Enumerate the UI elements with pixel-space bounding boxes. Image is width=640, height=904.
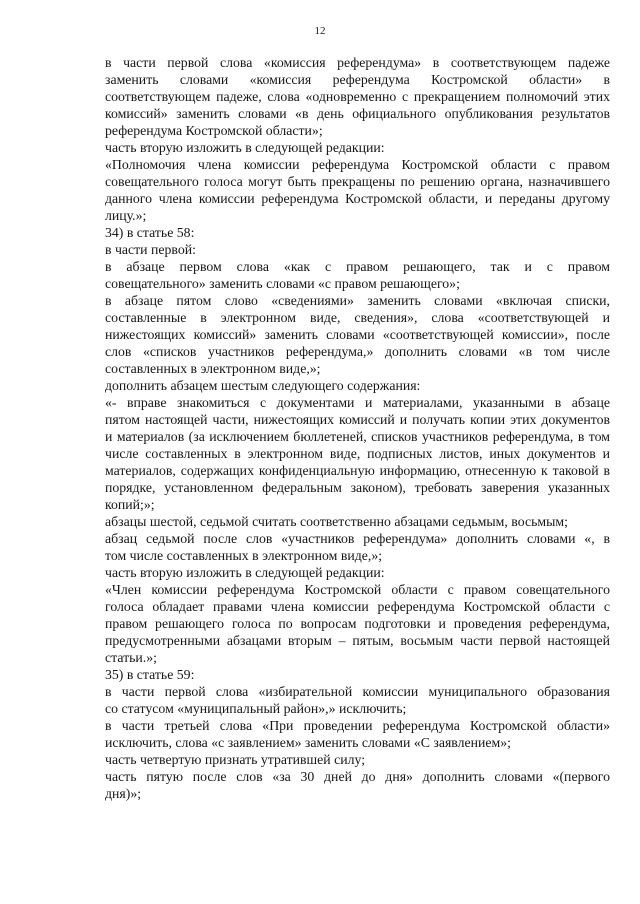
- paragraph: [68, 377, 610, 394]
- text-line: в части третьей слова «При проведении референдума Костромской области»: [105, 718, 610, 733]
- paragraph: [68, 258, 610, 292]
- text-line: часть пятую после слов «за 30 дней до дня» дополнить словами «(первого: [105, 769, 610, 784]
- text-line: предусмотренными абзацами вторым – пятым, восьмым части первой настоящей: [105, 633, 610, 648]
- text-line: часть вторую изложить в следующей редакции:: [105, 140, 385, 155]
- text-line: нижестоящих комиссий» заменить словами «соответствующей комиссии», после: [105, 327, 610, 342]
- text-line: лицу.»;: [105, 208, 147, 223]
- text-line: слов «списков участников референдума,» дополнить словами «в том числе: [105, 344, 610, 359]
- paragraph: [68, 530, 610, 564]
- text-line: совещательного голоса могут быть прекращены по решению органа, назначившего: [105, 174, 610, 189]
- text-line: правом решающего голоса по вопросам подготовки и проведения референдума,: [105, 616, 610, 631]
- paragraph: [68, 581, 610, 666]
- text-line: материалов, содержащих конфиденциальную информацию, отнесенную к таковой в: [105, 463, 610, 478]
- text-line: часть вторую изложить в следующей редакции:: [105, 565, 385, 580]
- text-line: в абзаце первом слова «как с правом решающего, так и с правом: [105, 259, 610, 274]
- text-line: со статусом «муниципальный район»,» исключить;: [105, 701, 407, 716]
- text-line: статьи.»;: [105, 650, 157, 665]
- text-line: 34) в статье 58:: [105, 225, 195, 240]
- text-line: референдума Костромской области»;: [105, 123, 323, 138]
- paragraph: [68, 564, 610, 581]
- text-line: совещательного» заменить словами «с правом решающего»;: [105, 276, 460, 291]
- paragraph: [68, 751, 610, 768]
- text-line: в части первой слова «избирательной комиссии муниципального образования: [105, 684, 610, 699]
- paragraph: [68, 292, 610, 377]
- text-line: голоса обладает правами члена комиссии референдума Костромской области с: [105, 599, 610, 614]
- text-line: том числе составленных в электронном виде,»;: [105, 548, 383, 563]
- paragraph: [68, 241, 610, 258]
- paragraph: [68, 224, 610, 241]
- text-line: пятом настоящей части, нижестоящих комиссий и получать копии этих документов: [105, 412, 610, 427]
- text-line: абзац седьмой после слов «участников референдума» дополнить словами «, в: [105, 531, 610, 546]
- text-line: абзацы шестой, седьмой считать соответственно абзацами седьмым, восьмым;: [105, 514, 568, 529]
- text-line: «- вправе знакомиться с документами и материалами, указанными в абзаце: [105, 395, 610, 410]
- text-line: в абзаце пятом слово «сведениями» заменить словами «включая списки,: [105, 293, 610, 308]
- text-line: «Полномочия члена комиссии референдума Костромской области с правом: [105, 157, 610, 172]
- text-line: составленных в электронном виде,»;: [105, 361, 321, 376]
- paragraph: [68, 394, 610, 513]
- text-line: в части первой:: [105, 242, 196, 257]
- paragraph: [68, 513, 610, 530]
- text-line: и материалов (за исключением бюллетеней, списков участников референдума, в том: [105, 429, 610, 444]
- text-line: в части первой слова «комиссия референдума» в соответствующем падеже: [105, 55, 610, 70]
- document-body: [68, 54, 610, 802]
- text-line: дополнить абзацем шестым следующего содержания:: [105, 378, 421, 393]
- text-line: данного члена комиссии референдума Костромской области, и переданы другому: [105, 191, 610, 206]
- text-line: 35) в статье 59:: [105, 667, 195, 682]
- paragraph: [68, 156, 610, 224]
- text-line: часть четвертую признать утратившей силу;: [105, 752, 366, 767]
- paragraph: [68, 717, 610, 751]
- paragraph: [68, 139, 610, 156]
- text-line: заменить словами «комиссия референдума Костромской области» в: [105, 72, 610, 87]
- paragraph: [68, 54, 610, 139]
- paragraph: [68, 683, 610, 717]
- text-line: дня)»;: [105, 786, 142, 801]
- text-line: «Член комиссии референдума Костромской области с правом совещательного: [105, 582, 610, 597]
- paragraph: [68, 666, 610, 683]
- text-line: исключить, слова «с заявлением» заменить словами «С заявлением»;: [105, 735, 511, 750]
- text-line: комиссий» заменить словами «в день официального опубликования результатов: [105, 106, 610, 121]
- text-line: копий;»;: [105, 497, 155, 512]
- paragraph: [68, 768, 610, 802]
- text-line: составленные в электронном виде, сведения», слова «соответствующей и: [105, 310, 610, 325]
- text-line: порядке, установленном федеральным законом), требовать заверения указанных: [105, 480, 610, 495]
- text-line: числе составленных в электронном виде, подписных листов, иных документов и: [105, 446, 610, 461]
- page-number: 12: [314, 25, 326, 37]
- text-line: соответствующем падеже, слова «одновременно с прекращением полномочий этих: [105, 89, 610, 104]
